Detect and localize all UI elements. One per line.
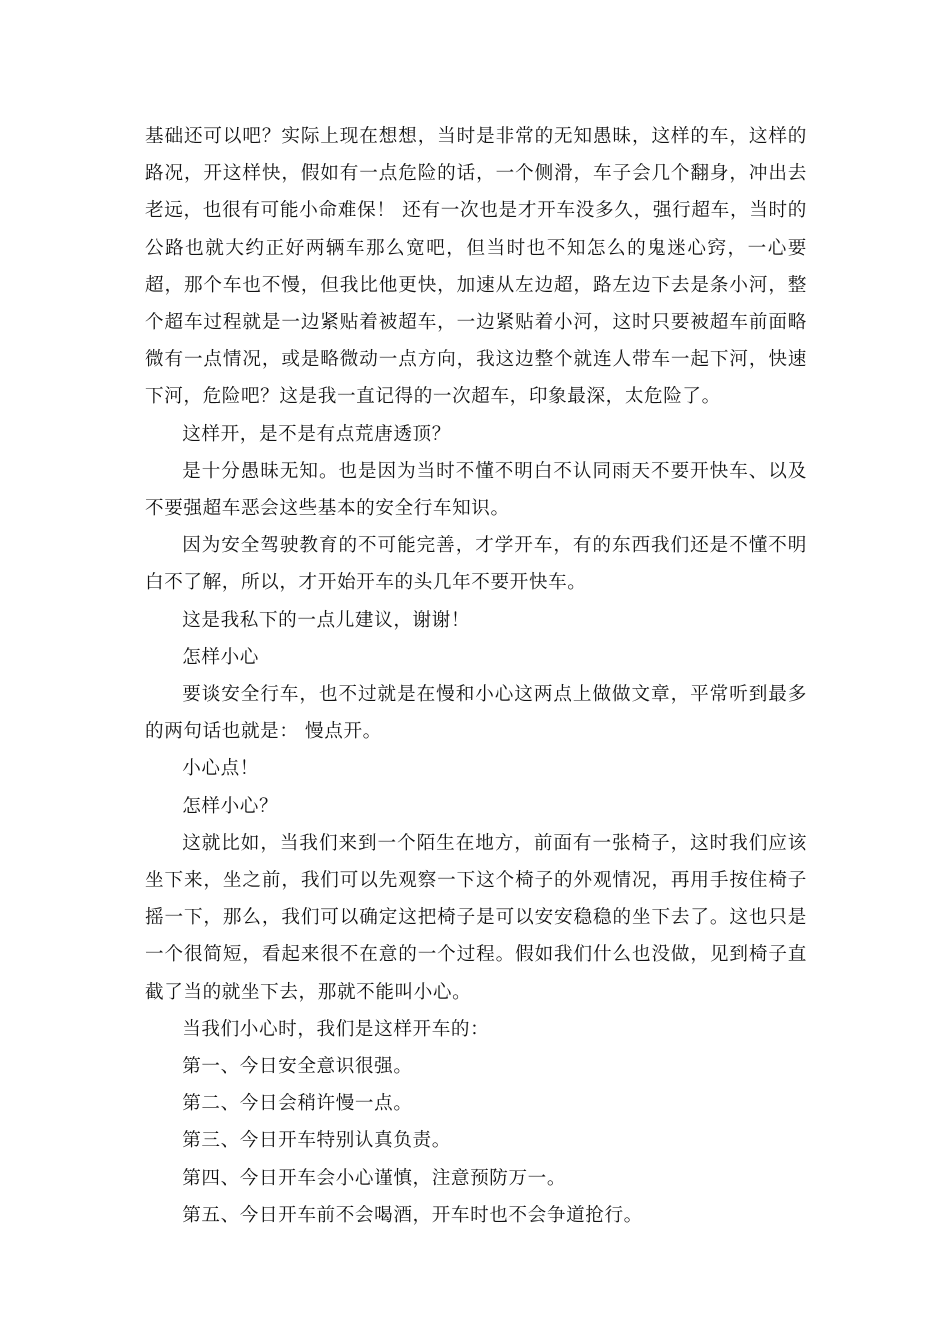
list-item-3: 第三、今日开车特别认真负责。 [182,1130,451,1152]
paragraph-1: 基础还可以吧？实际上现在想想，当时是非常的无知愚昧，这样的车，这样的路况，开这样快，假如有一点危险的话，一个侧滑，车子会几个翻身，冲出去老远，也很有可能小命难保！ 还有一次也是才开车没多久，强行超车，当时的公路也就大约正好两辆车那么宽吧，但当时也不知怎么的鬼迷心窍，一心要超，那个车也不慢，但我比他更快，加速从左边超，路左边下去是条小河，整个超车过程就是一边紧贴着被超车，一边紧贴着小河，这时只要被超车前面略微有一点情况，或是略微动一点方向，我这边整个就连人带车一起下河，快速下河，危险吧？这是我一直记得的一次超车，印象最深，太危险了。 [145,126,807,408]
paragraph-8: 小心点！ [182,758,259,780]
paragraph-5: 这是我私下的一点儿建议，谢谢！ [182,609,471,631]
paragraph-7: 要谈安全行车，也不过就是在慢和小心这两点上做做文章，平常听到最多的两句话也就是： 慢点开。 [145,684,807,743]
paragraph-2: 这样开，是不是有点荒唐透顶？ [182,423,451,445]
list-item-5: 第五、今日开车前不会喝酒，开车时也不会争道抢行。 [182,1204,643,1226]
paragraph-3: 是十分愚昧无知。也是因为当时不懂不明白不认同雨天不要开快车、以及不要强超车恶会这些基本的安全行车知识。 [145,460,807,520]
document-body [145,118,807,1234]
paragraph-10: 这就比如，当我们来到一个陌生在地方，前面有一张椅子，这时我们应该坐下来，坐之前，我们可以先观察一下这个椅子的外观情况，再用手按住椅子摇一下，那么，我们可以确定这把椅子是可以安安稳稳的坐下去了。这也只是一个很简短，看起来很不在意的一个过程。假如我们什么也没做，见到椅子直截了当的就坐下去，那就不能叫小心。 [145,832,807,1003]
paragraph-4: 因为安全驾驶教育的不可能完善，才学开车，有的东西我们还是不懂不明白不了解，所以，才开始开车的头几年不要开快车。 [145,535,807,594]
paragraph-9: 怎样小心？ [182,795,279,817]
paragraph-11: 当我们小心时，我们是这样开车的： [182,1018,490,1040]
section-heading-how-to-be-careful: 怎样小心 [182,646,259,668]
list-item-4: 第四、今日开车会小心谨慎，注意预防万一。 [182,1167,567,1189]
list-item-2: 第二、今日会稍许慢一点。 [182,1093,413,1115]
list-item-1: 第一、今日安全意识很强。 [182,1056,413,1078]
